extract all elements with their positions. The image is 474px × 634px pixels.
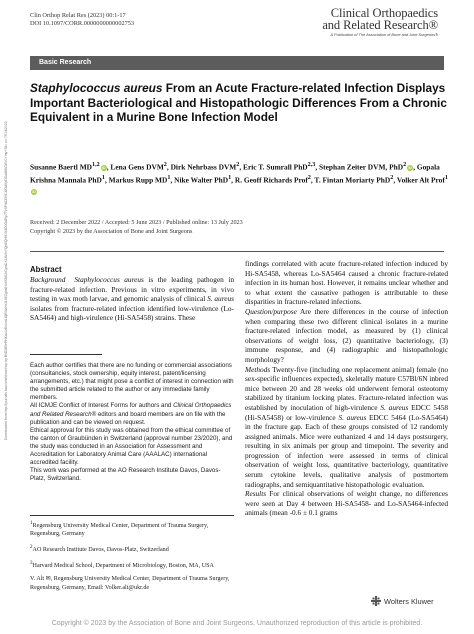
corresponding-author-text: V. Alt ✉, Regensburg University Medical Center, Department of Trauma Surgery, Regensburg, Germany, Email: Volker.alt@ukr.de: [30, 576, 230, 591]
species-name: S. aureus: [338, 412, 367, 422]
journal-tagline: A Publication of The Association of Bone and Joint Surgeons®: [330, 32, 438, 37]
affiliation-number: 3: [30, 560, 33, 567]
species-name: S. aureus: [380, 402, 409, 412]
author-name: , R. Geoff Richards Prof: [231, 175, 308, 185]
download-notice: Downloaded from http://journals.lww.com/clinorthop by BhDMf5ePHKav1zEoum1tQfN4a+kJLhEZgbsIHo4XMi0hCywCX1AWnYQp/IlQrHD3i3D0OdRyi7TvSFl4Cf3VC4/OAVpDDa8KKGKV0Ymy+78= on 07/14/2023: [4, 121, 8, 440]
section-banner: Basic Research: [30, 56, 444, 70]
received-accepted-dates: Received: 2 December 2022 / Accepted: 5 June 2023 / Published online: 13 July 2023: [30, 219, 243, 226]
copyright-footer: Copyright © 2023 by the Association of Bone and Joint Surgeons. Unauthorized reproduction of this article is prohibited.: [51, 620, 423, 627]
orcid-icon[interactable]: iD: [101, 166, 106, 171]
author-name: , Volker Alt Prof: [393, 175, 445, 185]
article-dates: [30, 219, 444, 237]
methods-text: Twenty-five (including one replacement animal) female (no sex-specific influences expected), skeletally mature C57Bl/6N inbred mice between 20 and 28 weeks old underwent femoral osteotomy stabilized by titanium locking plates. Fracture-related infection was established by inoculation of high-virulence: [245, 364, 448, 412]
author-list: [30, 160, 450, 196]
disclosure-footnotes: [30, 362, 234, 483]
ethics-statement: Ethical approval for this study was obtained from the ethical committee of the canton of Graubünden in Switzerland (approval number 23/2020), and the study was conducted in an Association for Assessment and Accreditation for Laboratory Animal Care (AAALAC) international accredited facility.: [30, 426, 233, 467]
title-rest: From an Acute Fracture-related Infection Displays Important Bacteriological and Histopathologic Differences From a Chronic Equivalent in a Murine Bone Infection Model: [30, 81, 447, 125]
background-label: Background: [30, 275, 66, 284]
icmje-text: editors and board members are on file with the publication and can be viewed on request.: [30, 410, 226, 426]
icmje-statement: [30, 402, 234, 426]
publisher-name: Wolters Kluwer: [384, 596, 434, 606]
affiliation-number: 1: [30, 520, 33, 526]
abstract-heading: Abstract: [30, 265, 62, 274]
publisher-logo: [371, 596, 434, 606]
journal-name-line1: Clinical Orthopaedics: [330, 6, 438, 20]
species-name: S. aureus: [207, 294, 235, 304]
author-name: , Stephan Zeiter DVM, PhD: [315, 162, 404, 172]
question-purpose-label: Question/purpose: [245, 306, 297, 316]
doi-link[interactable]: DOI 10.1097/CORR.0000000000002753: [30, 20, 135, 28]
journal-logo: [322, 7, 438, 38]
conflict-statement: Each author certifies that there are no funding or commercial associations (consultancies, stock ownership, equity interest, patent/licensing arrangements, etc.) that might pose a conflict of interest in connection with the submitted article related to the author or any immediate family members.: [30, 362, 234, 402]
species-name: Staphylococcus aureus: [74, 275, 144, 284]
author-name: Susanne Baertl MD: [30, 162, 93, 172]
author-affiliation-sup: 1: [228, 174, 232, 181]
affiliation-item: [30, 559, 234, 570]
institution-statement: This work was performed at the AO Research Institute Davos, Davos-Platz, Switzerland.: [30, 467, 221, 483]
author-affiliation-sup: 1: [167, 174, 171, 181]
affiliation-item: [30, 519, 234, 538]
methods-text: EDCC 5458 (Hi-SA5458) or low-virulence: [245, 402, 449, 422]
results-text: For clinical observations of weight change, no differences were seen at Day 4 between Hi-SA5458- and Lo-SA5464-infected animals (mean -0.6 ± 0.1 grams: [245, 489, 448, 518]
affiliation-text: AO Research Institute Davos, Davos-Platz, Switzerland: [32, 547, 169, 554]
abstract-right-column: [245, 259, 448, 518]
author-name: , Eric T. Sumrall PhD: [239, 162, 308, 172]
affiliation-rule: [30, 515, 234, 516]
author-affiliation-sup: 1: [444, 174, 448, 181]
author-affiliation-sup: 1: [101, 174, 105, 181]
author-name: , Lena Gens DVM: [106, 162, 164, 172]
author-affiliation-sup: 2: [403, 162, 407, 168]
author-affiliation-sup: 2,3: [307, 162, 316, 168]
author-name: , T. Fintan Moriarty PhD: [310, 175, 391, 185]
affiliation-list: [30, 519, 234, 597]
author-name: , Markus Rupp MD: [104, 175, 168, 185]
copyright-line: Copyright © 2023 by the Association of Bone and Joint Surgeons: [30, 227, 193, 235]
citation-header: [30, 12, 134, 29]
affiliation-number: 2: [30, 544, 33, 551]
affiliation-text: Harvard Medical School, Department of Microbiology, Boston, MA, USA: [32, 563, 214, 570]
methods-label: Methods: [245, 364, 271, 374]
affiliation-item: [30, 543, 234, 554]
background-text: isolates from fracture-related infection identified low-virulence (Lo-SA5464) and high-virulence (Hi-SA5458) strains. These: [30, 303, 234, 323]
background-text: is the leading pathogen in fracture-related infection. Previous in vitro experiments, in vivo testing in wax moth larvae, and genomic analysis of clinical: [30, 275, 234, 304]
article-title: [30, 81, 448, 125]
icmje-text: All ICMJE Conflict of Interest Forms for authors and: [30, 402, 174, 410]
author-name: , Dirk Nehrbass DVM: [166, 162, 237, 172]
author-affiliation-sup: 2: [390, 174, 394, 181]
question-purpose-text: Are there differences in the course of infection when comparing these two different clinical isolates in a murine fracture-related infection model, as measured by (1) clinical observations of weight loss, (2) quantitative bacteriology, (3) immune response, and (4) radiographic and histopathologic morphology?: [245, 306, 448, 364]
author-affiliation-sup: 1,2: [92, 162, 100, 168]
methods-text: EDCC 5464 (Lo-SA5464) in the fracture gap. Each of these groups consisted of 12 randomly assigned animals. Mice were euthanized 4 and 14 days postsurgery, resulting in six animals per group and timepoint. The severity and progression of infection were assessed in terms of clinical observation of weight loss, quantitative bacteriology, quantitative serum cytokine levels, qualitative analysis of postmortem radiographs, and semiquantitative histopathologic evaluation.: [245, 412, 448, 489]
author-affiliation-sup: 2: [307, 174, 311, 181]
wolters-kluwer-icon: [371, 596, 381, 606]
background-continued: findings correlated with acute fracture-related infection induced by Hi-SA5458, whereas Lo-SA5464 caused a chronic fracture-related infection in its human host. However, it remains unclear whether and to what extent the causative pathogen is attributable to these disparities in fracture-related infections.: [245, 259, 448, 307]
affiliation-text: Regensburg University Medical Center, Department of Trauma Surgery, Regensburg, Germany: [30, 523, 209, 538]
journal-name-italic: Clinical Orthopaedics and Related Research®: [30, 402, 232, 418]
journal-citation: Clin Orthop Relat Res (2023) 00:1-17: [30, 12, 126, 19]
results-label: Results: [245, 489, 267, 499]
orcid-icon[interactable]: iD: [32, 189, 36, 194]
download-watermark: [4, 100, 14, 440]
corresponding-author: [30, 575, 234, 591]
footnote-rule: [30, 354, 102, 355]
abstract-background: [30, 275, 234, 323]
author-affiliation-sup: 2: [163, 162, 167, 168]
orcid-icon[interactable]: iD: [408, 166, 412, 171]
author-name: , Nike Walter PhD: [170, 175, 229, 185]
title-species: Staphylococcus aureus: [30, 81, 163, 95]
divider: [30, 251, 444, 252]
author-affiliation-sup: 2: [236, 162, 240, 168]
author-name: , Gopala Krishna Mannala PhD: [30, 162, 440, 185]
journal-name-line2: and Related Research®: [322, 18, 438, 32]
